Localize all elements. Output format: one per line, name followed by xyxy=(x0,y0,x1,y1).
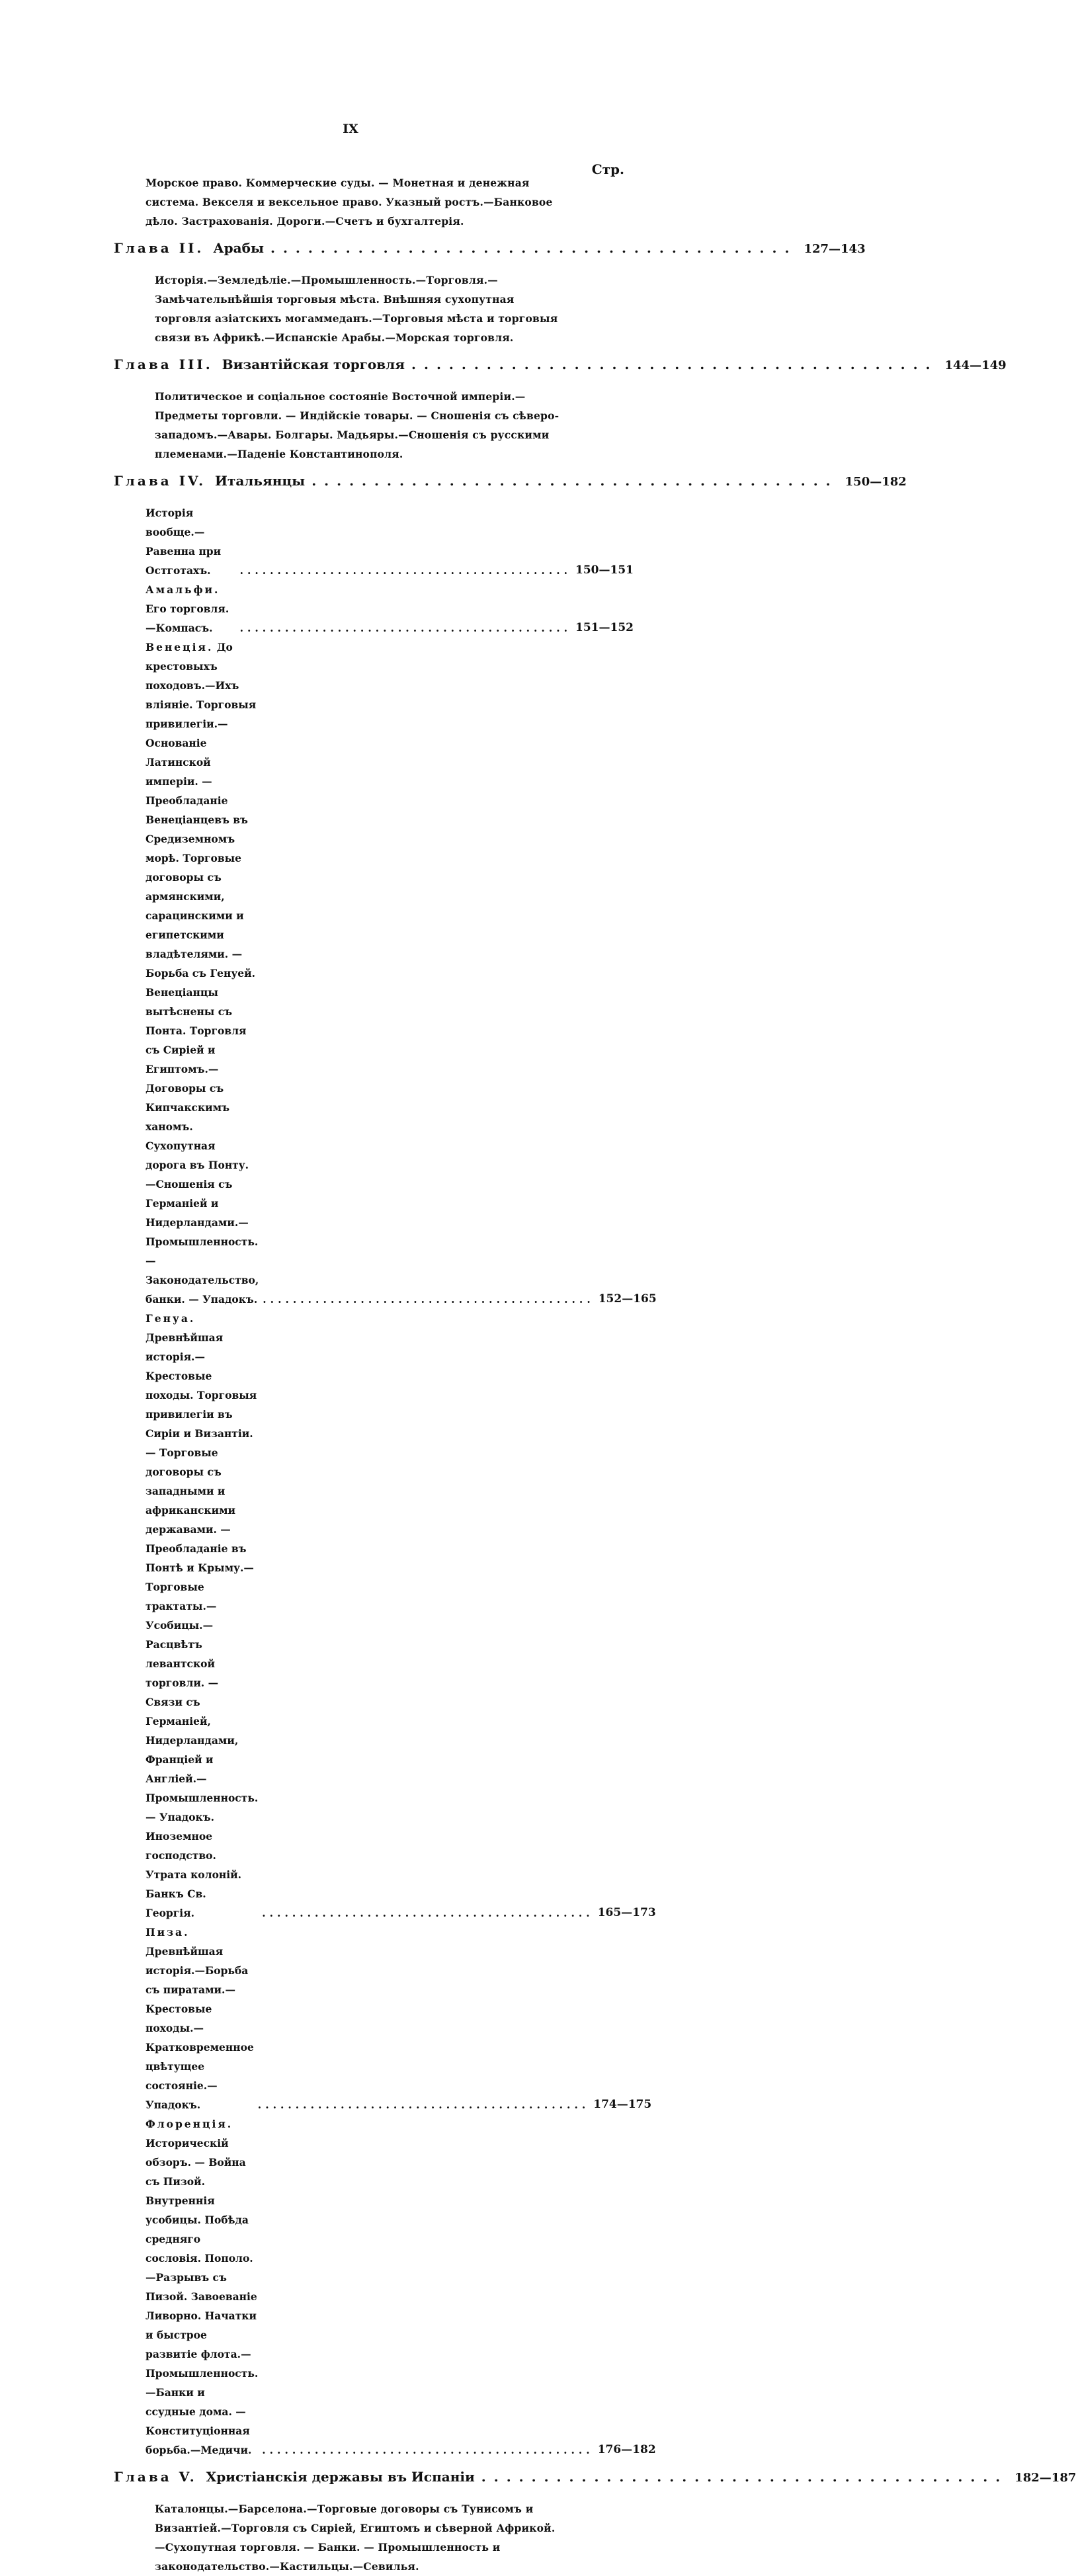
section-text: Исторія вообще.—Равенна при Остготахъ. xyxy=(145,507,222,577)
section-pages: 165—173 xyxy=(597,1906,656,1919)
section-pages: 176—182 xyxy=(597,2443,656,2456)
dot-leader: .......................................... xyxy=(270,240,798,256)
section-entry xyxy=(145,2114,656,2460)
chapter-title: Итальянцы xyxy=(215,473,306,489)
section-place: Флоренція. xyxy=(145,2118,233,2130)
chapter-summary: Каталонцы.—Барселона.—Торговые договоры съ Тунисомъ и Византіей.—Торговля съ Сиріей, Египтомъ и сѣверной Африкой.—Сухопутная торговля. — Банки. — Промышленность и законодательство.—Кастильцы.—Севилья. xyxy=(155,2503,556,2573)
dot-leader: ............................................ xyxy=(239,622,572,634)
dot-leader: ............................................ xyxy=(239,564,572,577)
section-entry xyxy=(145,503,634,580)
page-number: IX xyxy=(343,122,358,136)
chapter-heading xyxy=(114,2469,1076,2499)
section-place: Венеція. xyxy=(145,641,214,653)
chapter-pages: 144—149 xyxy=(944,358,1007,372)
section-place: Пиза. xyxy=(145,1926,190,1938)
chapter-heading xyxy=(114,240,866,270)
section-place: Генуа. xyxy=(145,1312,196,1325)
section-text: Историческій обзоръ. — Война съ Пизой. Внутреннія усобицы. Побѣда средняго сословія. Пополо.—Разрывъ съ Пизой. Завоеваніе Ливорно. Начатки и быстрое развитіе флота.—Промышленность.—Банки и ссудные дома. — Конституціонная борьба.—Медичи. xyxy=(145,2137,259,2456)
chapter-summary: Исторія.—Земледѣліе.—Промышленность.—Торговля.—Замѣчательнѣйшія торговыя мѣста. Внѣшняя сухопутная торговля азіатскихъ могаммеданъ.—Торговыя мѣста и торговыя связи въ Африкѣ.—Испанскіе Арабы.—Морская торговля. xyxy=(155,274,558,344)
chapter-label: Глава II. xyxy=(114,240,204,256)
section-text: Древнѣйшая исторія.—Борьба съ пиратами.—Крестовые походы.—Кратковременное цвѣтущее состояніе.—Упадокъ. xyxy=(145,1945,254,2111)
section-text: До крестовыхъ походовъ.—Ихъ вліяніе. Торговыя привилегіи.—Основаніе Латинской имперіи. — Преобладаніе Венеціанцевъ въ Средиземномъ морѣ. Торговые договоры съ армянскими, сарацинскими и египетскими владѣтелями. — Борьба съ Генуей. Венеціанцы вытѣснены съ Понта. Торговля съ Сиріей и Египтомъ.—Договоры съ Кипчакскимъ ханомъ. Сухопутная дорога въ Понту.—Сношенія съ Германіей и Нидерландами.—Промышленность. — Законодательство, банки. — Упадокъ. xyxy=(145,641,259,1306)
chapter-title: Арабы xyxy=(213,240,264,256)
chapter-title: Христіанскія державы въ Испаніи xyxy=(206,2469,475,2485)
dot-leader: .......................................... xyxy=(411,356,938,372)
table-of-contents xyxy=(114,173,1076,2576)
page-column-label: Стр. xyxy=(591,161,624,177)
chapter-pages: 150—182 xyxy=(845,475,907,489)
section-pages: 151—152 xyxy=(575,621,634,634)
section-pages: 174—175 xyxy=(593,2098,652,2111)
section-text: Его торговля.—Компасъ. xyxy=(145,602,229,634)
section-pages: 152—165 xyxy=(598,1292,657,1306)
section-entry xyxy=(145,1309,656,1923)
chapter-title: Византійская торговля xyxy=(222,356,405,372)
section-pages: 150—151 xyxy=(575,563,634,577)
section-entry xyxy=(145,638,657,1309)
chapter-label: Глава III. xyxy=(114,356,213,372)
section-entry xyxy=(145,580,634,638)
chapter-heading xyxy=(114,473,907,503)
chapter-label: Глава IV. xyxy=(114,473,206,489)
dot-leader: ............................................ xyxy=(257,2098,590,2111)
intro-summary: Морское право. Коммерческие суды. — Монетная и денежная система. Векселя и вексельное право. Указный ростъ.—Банковое дѣло. Застрахованія. Дороги.—Счетъ и бухгалтерія. xyxy=(145,177,553,228)
chapter-label: Глава V. xyxy=(114,2469,197,2485)
section-text: Древнѣйшая исторія.—Крестовые походы. Торговыя привилегіи въ Сиріи и Византіи. — Торговые договоры съ западными и африканскими державами. — Преобладаніе въ Понтѣ и Крыму.—Торговые трактаты.—Усобицы.—Расцвѣтъ левантской торговли. — Связи съ Германіей, Нидерландами, Франціей и Англіей.—Промышленность. — Упадокъ. Иноземное господство. Утрата колоній. Банкъ Св. Георгія. xyxy=(145,1331,259,1919)
chapter-summary: Политическое и соціальное состояніе Восточной имперіи.—Предметы торговли. — Индійскіе товары. — Сношенія съ сѣверо-западомъ.—Авары. Болгары. Мадьяры.—Сношенія съ русскими племенами.—Паденіе Константинополя. xyxy=(155,390,559,460)
dot-leader: ............................................ xyxy=(262,2444,594,2456)
section-entry xyxy=(145,1923,652,2114)
chapter-pages: 182—187 xyxy=(1014,2471,1076,2485)
dot-leader: ............................................ xyxy=(263,1293,595,1306)
dot-leader: .......................................... xyxy=(311,473,839,489)
dot-leader: .......................................... xyxy=(481,2469,1009,2485)
dot-leader: ............................................ xyxy=(262,1907,594,1919)
chapter-pages: 127—143 xyxy=(804,242,866,256)
chapter-heading xyxy=(114,356,1007,387)
section-place: Амальфи. xyxy=(145,583,220,596)
